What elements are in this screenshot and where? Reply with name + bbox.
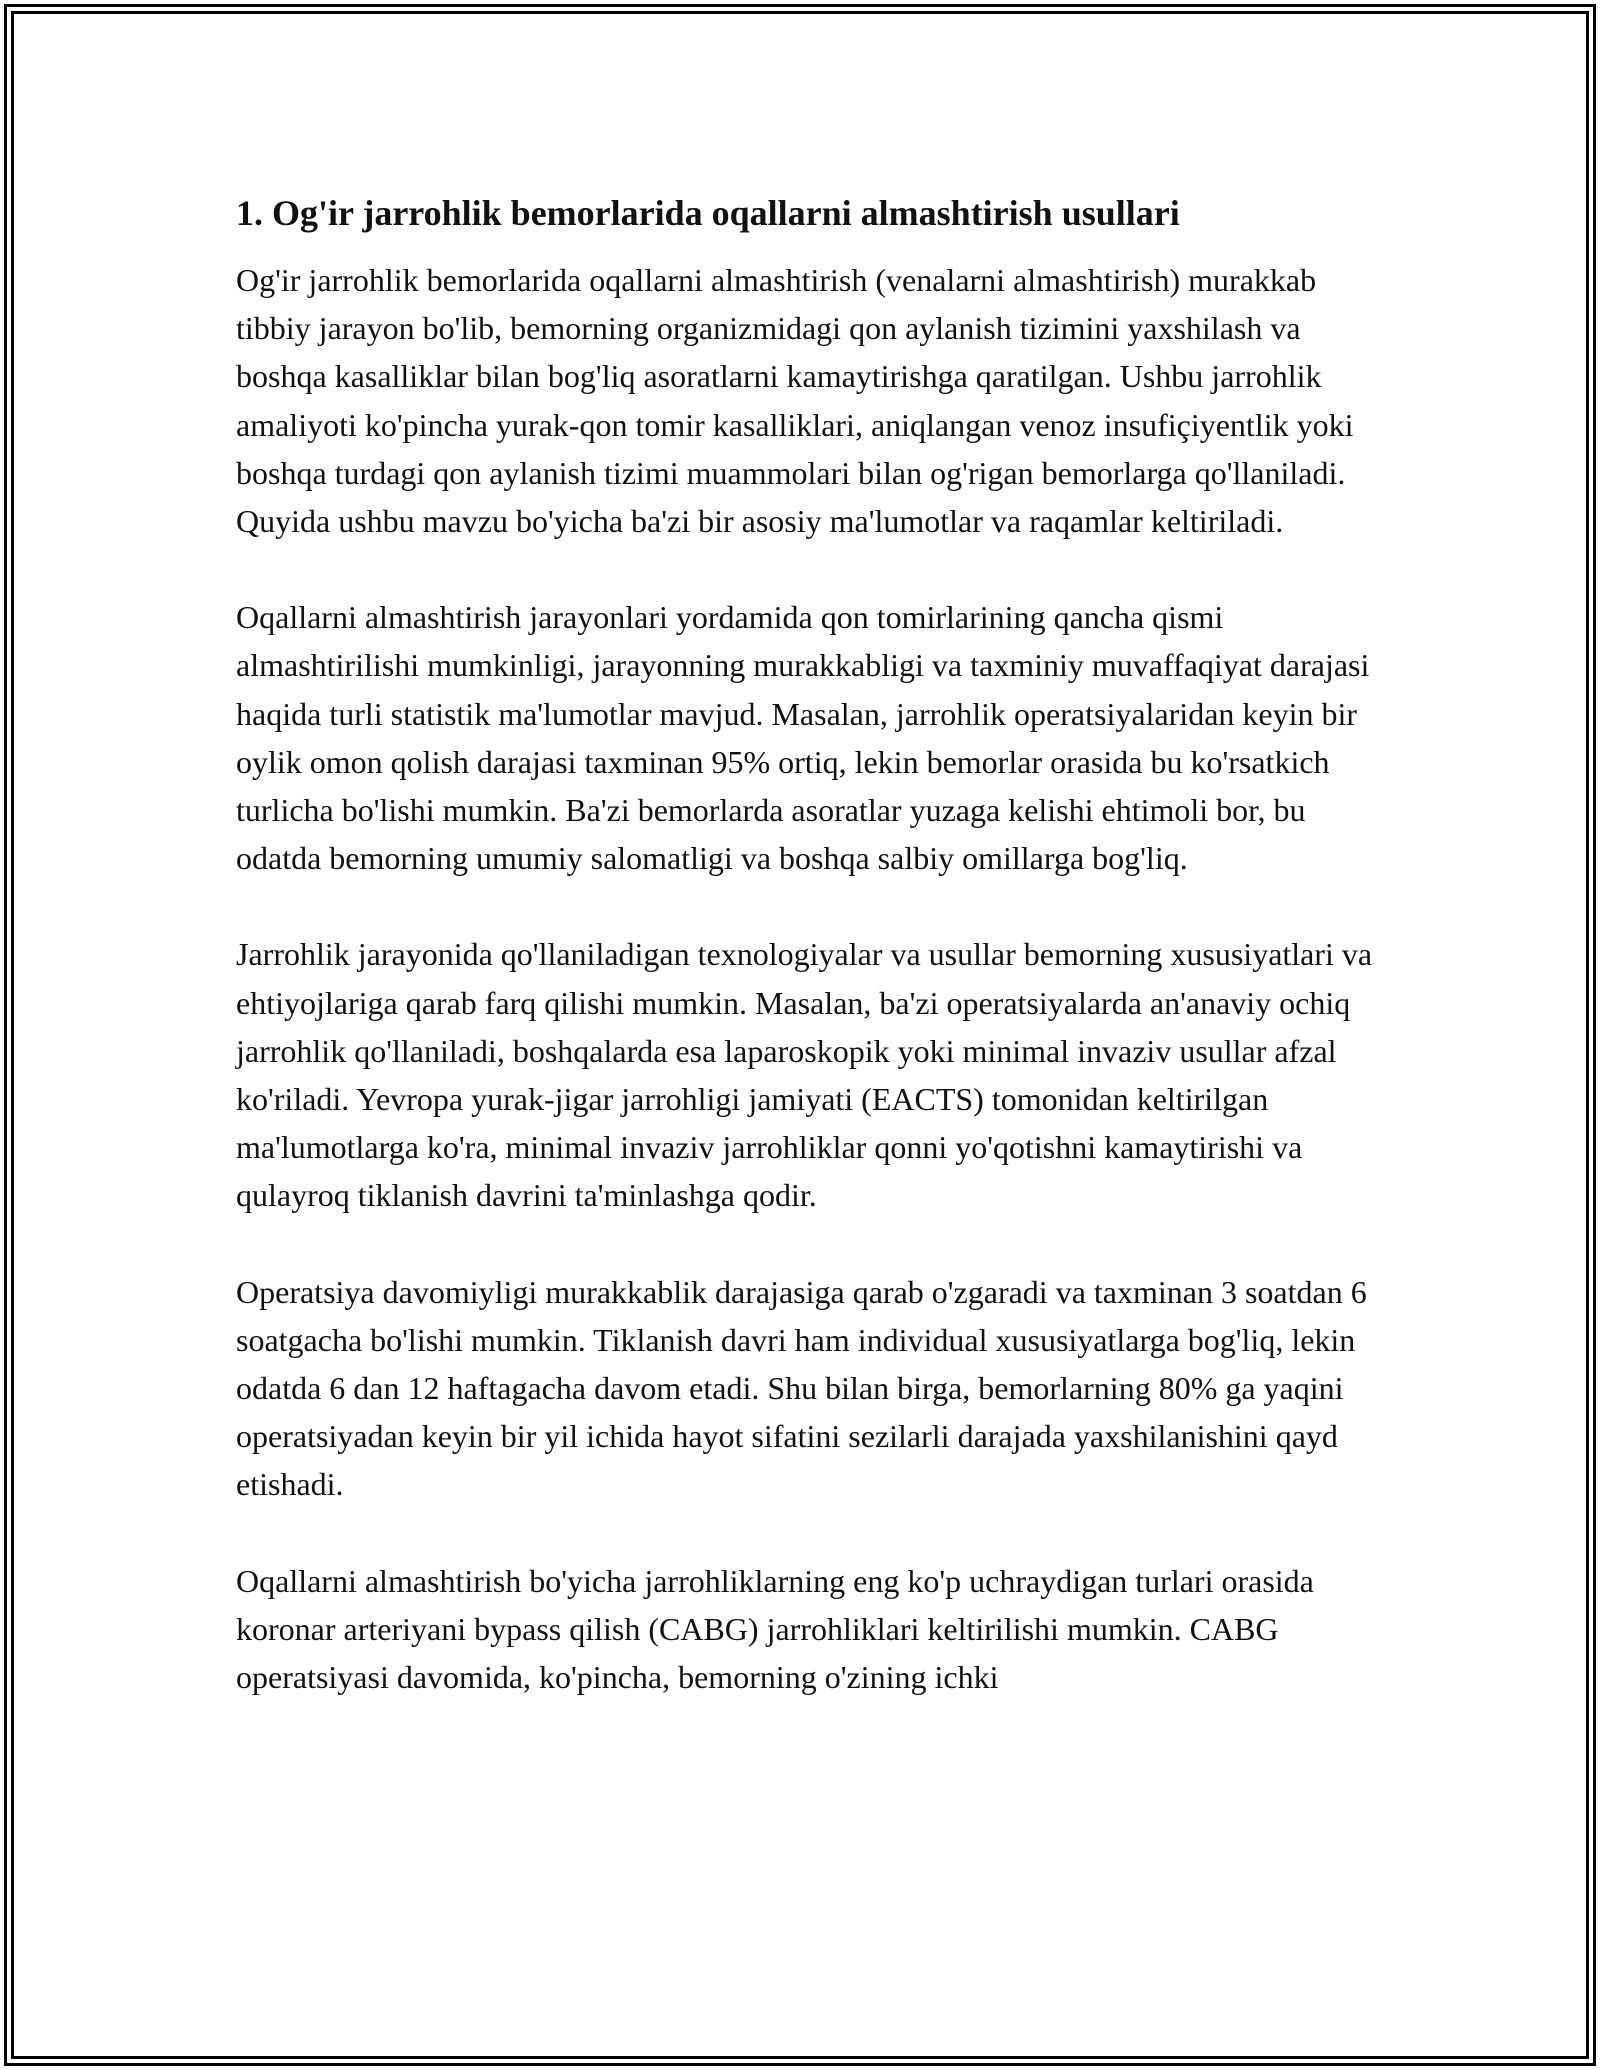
paragraph-cabg: Oqallarni almashtirish bo'yicha jarrohliklarning eng ko'p uchraydigan turlari orasida koronar arteriyani bypass qilish (CABG) jarrohliklari keltirilishi mumkin. CABG operatsiyasi davomida, ko'pincha, bemorning o'zining ichki bbox=[236, 1562, 1314, 1696]
section-heading: 1. Og'ir jarrohlik bemorlarida oqallarni almashtirish usullari bbox=[236, 193, 1180, 233]
paragraph-statistics: Oqallarni almashtirish jarayonlari yordamida qon tomirlarining qancha qismi almashtirilishi mumkinligi, jarayonning murakkabligi va taxminiy muvaffaqiyat darajasi haqida turli statistik ma'lumotlar mavjud. Masalan, jarrohlik operatsiyalaridan keyin bir oylik omon qolish darajasi taxminan 95% ortiq, lekin bemorlar orasida bu ko'rsatkich turlicha bo'lishi mumkin. Ba'zi bemorlarda asoratlar yuzaga kelishi ehtimoli bor, bu odatda bemorning umumiy salomatligi va boshqa salbiy omillarga bog'liq. bbox=[236, 599, 1370, 877]
paragraph-duration: Operatsiya davomiyligi murakkablik darajasiga qarab o'zgaradi va taxminan 3 soatdan 6 soatgacha bo'lishi mumkin. Tiklanish davri ham individual xususiyatlarga bog'liq, lekin odatda 6 dan 12 haftagacha davom etadi. Shu bilan birga, bemorlarning 80% ga yaqini operatsiyadan keyin bir yil ichida hayot sifatini sezilarli darajada yaxshilanishini qayd etishadi. bbox=[236, 1273, 1367, 1503]
paragraph-intro: Og'ir jarrohlik bemorlarida oqallarni almashtirish (venalarni almashtirish) murakkab tibbiy jarayon bo'lib, bemorning organizmidagi qon aylanish tizimini yaxshilash va boshqa kasalliklar bilan bog'liq asoratlarni kamaytirishga qaratilgan. Ushbu jarrohlik amaliyoti ko'pincha yurak-qon tomir kasalliklari, aniqlangan venoz insufiçiyentlik yoki boshqa turdagi qon aylanish tizimi muammolari bilan og'rigan bemorlarga qo'llaniladi. Quyida ushbu mavzu bo'yicha ba'zi bir asosiy ma'lumotlar va raqamlar keltiriladi. bbox=[236, 262, 1354, 540]
document-body bbox=[236, 188, 1376, 1749]
paragraph-technologies: Jarrohlik jarayonida qo'llaniladigan texnologiyalar va usullar bemorning xususiyatlari va ehtiyojlariga qarab farq qilishi mumkin. Masalan, ba'zi operatsiyalarda an'anaviy ochiq jarrohlik qo'llaniladi, boshqalarda esa laparoskopik yoki minimal invaziv usullar afzal ko'riladi. Yevropa yurak-jigar jarrohligi jamiyati (EACTS) tomonidan keltirilgan ma'lumotlarga ko'ra, minimal invaziv jarrohliklar qonni yo'qotishni kamaytirishi va qulayroq tiklanish davrini ta'minlashga qodir. bbox=[236, 936, 1373, 1214]
